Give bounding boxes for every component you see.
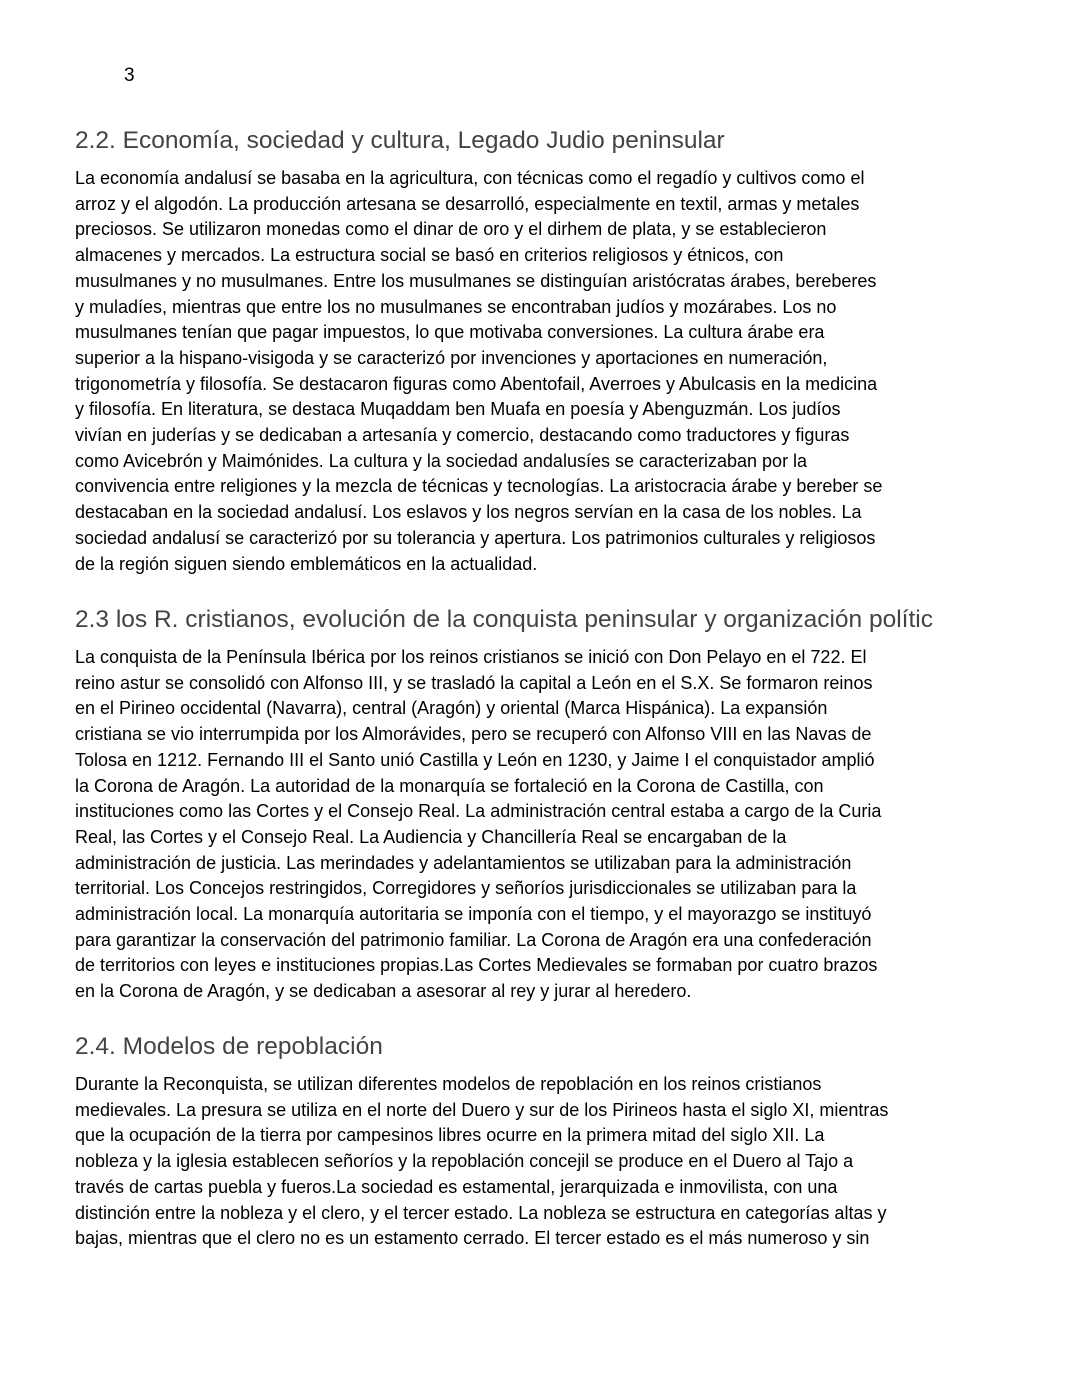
text-line: Durante la Reconquista, se utilizan diferentes modelos de repoblación en los reinos cristianos [75, 1074, 822, 1094]
text-line: musulmanes y no musulmanes. Entre los musulmanes se distinguían aristócratas árabes, bereberes [75, 270, 877, 291]
text-line: en la Corona de Aragón, y se dedicaban a asesorar al rey y jurar al heredero. [75, 981, 692, 1002]
text-line: vivían en juderías y se dedicaban a artesanía y comercio, destacando como traductores y figuras [75, 425, 850, 446]
text-line: distinción entre la nobleza y el clero, y el tercer estado. La nobleza se estructura en categorías altas y [75, 1202, 887, 1223]
text-line: de la región siguen siendo emblemáticos en la actualidad. [75, 553, 538, 574]
text-line: administración local. La monarquía autoritaria se imponía con el tiempo, y el mayorazgo se instituyó [75, 904, 872, 925]
text-line: nobleza y la iglesia establecen señoríos y la repoblación concejil se produce en el Duero al Tajo a [75, 1151, 854, 1172]
section-modelos-repoblacion [75, 1032, 970, 1252]
text-line: superior a la hispano-visigoda y se caracterizó por invenciones y aportaciones en numeración, [75, 347, 828, 368]
text-line: de territorios con leyes e instituciones propias.Las Cortes Medievales se formaban por cuatro brazos [75, 955, 878, 976]
text-line: para garantizar la conservación del patrimonio familiar. La Corona de Aragón era una confederación [75, 929, 872, 950]
text-line: territorial. Los Concejos restringidos, Corregidores y señoríos jurisdiccionales se utilizaban para la [75, 878, 857, 899]
text-line: y muladíes, mientras que entre los no musulmanes se encontraban judíos y mozárabes. Los no [75, 296, 837, 317]
section-heading: 2.4. Modelos de repoblación [75, 1033, 383, 1060]
text-line: cristiana se vio interrumpida por los Almorávides, pero se recuperó con Alfonso VIII en las Navas de [75, 724, 872, 745]
text-line: destacaban en la sociedad andalusí. Los eslavos y los negros servían en la casa de los nobles. La [75, 502, 862, 523]
text-line: La conquista de la Península Ibérica por los reinos cristianos se inició con Don Pelayo en el 722. El [75, 647, 867, 667]
text-line: preciosos. Se utilizaron monedas como el dinar de oro y el dirhem de plata, y se establecieron [75, 219, 827, 240]
text-line: que la ocupación de la tierra por campesinos libres ocurre en la primera mitad del siglo XII. La [75, 1125, 825, 1146]
text-line: bajas, mientras que el clero no es un estamento cerrado. El tercer estado es el más numeroso y sin [75, 1228, 870, 1249]
text-line: sociedad andalusí se caracterizó por su tolerancia y apertura. Los patrimonios culturales y religiosos [75, 527, 876, 548]
text-line: reino astur se consolidó con Alfonso III, y se trasladó la capital a León en el S.X. Se formaron reinos [75, 672, 873, 693]
section-paragraph [75, 645, 970, 1005]
text-line: la Corona de Aragón. La autoridad de la monarquía se fortaleció en la Corona de Castilla, con [75, 775, 824, 796]
page-number: 3 [124, 65, 135, 86]
section-paragraph [75, 166, 970, 577]
text-line: trigonometría y filosofía. Se destacaron figuras como Abentofail, Averroes y Abulcasis en la medicina [75, 373, 878, 394]
text-line: musulmanes tenían que pagar impuestos, lo que motivaba conversiones. La cultura árabe era [75, 322, 825, 343]
text-line: administración de justicia. Las merindades y adelantamientos se utilizaban para la administración [75, 852, 852, 873]
text-line: y filosofía. En literatura, se destaca Muqaddam ben Muafa en poesía y Abenguzmán. Los judíos [75, 399, 841, 420]
section-economia-sociedad-cultura [75, 126, 970, 577]
section-heading: 2.3 los R. cristianos, evolución de la conquista peninsular y organización polític [75, 606, 933, 633]
text-line: Tolosa en 1212. Fernando III el Santo unió Castilla y León en 1230, y Jaime I el conquistador amplió [75, 749, 875, 770]
text-line: La economía andalusí se basaba en la agricultura, con técnicas como el regadío y cultivos como el [75, 168, 865, 188]
section-heading: 2.2. Economía, sociedad y cultura, Legado Judio peninsular [75, 127, 725, 154]
text-line: arroz y el algodón. La producción artesana se desarrolló, especialmente en textil, armas y metales [75, 193, 860, 214]
text-line: en el Pirineo occidental (Navarra), central (Aragón) y oriental (Marca Hispánica). La expansión [75, 698, 828, 719]
text-line: instituciones como las Cortes y el Consejo Real. La administración central estaba a cargo de la Curia [75, 801, 882, 822]
text-line: través de cartas puebla y fueros.La sociedad es estamental, jerarquizada e inmovilista, con una [75, 1176, 838, 1197]
section-reinos-cristianos [75, 605, 970, 1005]
text-line: como Avicebrón y Maimónides. La cultura y la sociedad andalusíes se caracterizaban por la [75, 450, 808, 471]
text-line: almacenes y mercados. La estructura social se basó en criterios religiosos y étnicos, con [75, 245, 784, 266]
text-line: medievales. La presura se utiliza en el norte del Duero y sur de los Pirineos hasta el siglo XI, mientras [75, 1099, 889, 1120]
section-paragraph [75, 1072, 970, 1252]
text-line: Real, las Cortes y el Consejo Real. La Audiencia y Chancillería Real se encargaban de la [75, 826, 787, 847]
text-line: convivencia entre religiones y la mezcla de técnicas y tecnologías. La aristocracia árabe y bereber se [75, 476, 883, 497]
